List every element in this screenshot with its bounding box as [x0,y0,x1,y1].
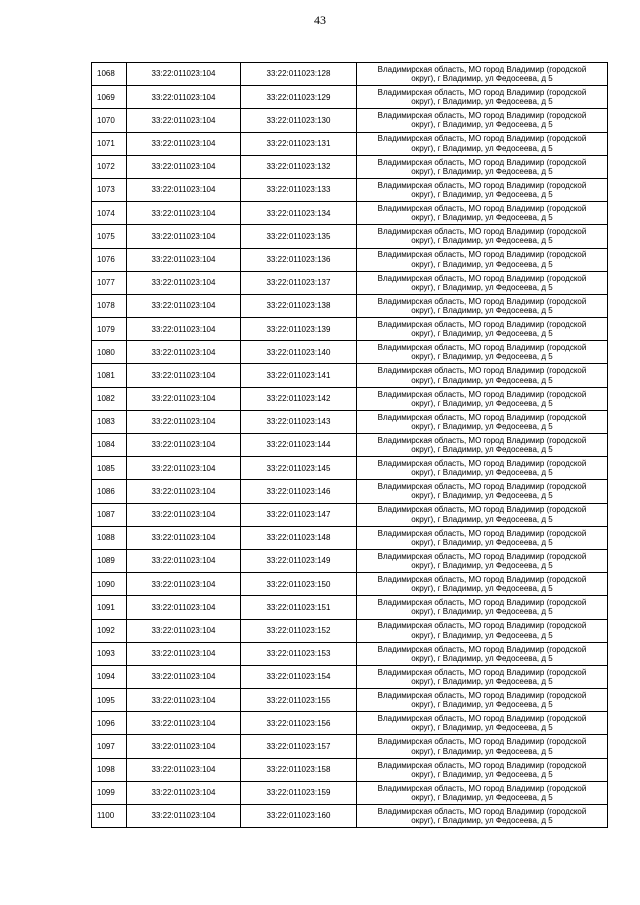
address-line-1: Владимирская область, МО город Владимир (городской [377,505,587,515]
parent-cadastral-number-cell: 33:22:011023:104 [127,410,241,433]
table-row [92,573,608,596]
cadastral-number-cell: 33:22:011023:158 [241,758,357,781]
cadastral-number-cell: 33:22:011023:151 [241,596,357,619]
parent-cadastral-number-cell: 33:22:011023:104 [127,503,241,526]
row-number-cell: 1086 [92,480,127,503]
cadastral-number-cell: 33:22:011023:155 [241,689,357,712]
address-cell [357,109,608,132]
address-line-2: округ), г Владимир, ул Федосеева, д 5 [411,514,553,524]
parent-cadastral-number-cell: 33:22:011023:104 [127,294,241,317]
address-line-2: округ), г Владимир, ул Федосеева, д 5 [411,375,553,385]
cadastral-number-cell: 33:22:011023:137 [241,271,357,294]
table-row [92,619,608,642]
address-line-2: округ), г Владимир, ул Федосеева, д 5 [411,213,553,223]
address-line-1: Владимирская область, МО город Владимир (городской [377,575,587,585]
row-number-cell: 1093 [92,642,127,665]
row-number-cell: 1079 [92,318,127,341]
row-number-cell: 1088 [92,526,127,549]
table-row [92,410,608,433]
parent-cadastral-number-cell: 33:22:011023:104 [127,109,241,132]
table-row [92,132,608,155]
row-number-cell: 1085 [92,457,127,480]
table-row [92,503,608,526]
cadastral-number-cell: 33:22:011023:147 [241,503,357,526]
cadastral-number-cell: 33:22:011023:136 [241,248,357,271]
row-number-cell: 1069 [92,86,127,109]
parent-cadastral-number-cell: 33:22:011023:104 [127,573,241,596]
row-number-cell: 1089 [92,549,127,572]
address-line-2: округ), г Владимир, ул Федосеева, д 5 [411,236,553,246]
page-number: 43 [314,13,326,27]
address-line-1: Владимирская область, МО город Владимир (городской [377,319,587,329]
row-number-cell: 1070 [92,109,127,132]
table-row [92,434,608,457]
address-line-2: округ), г Владимир, ул Федосеева, д 5 [411,74,553,84]
cadastral-number-cell: 33:22:011023:149 [241,549,357,572]
table-row [92,341,608,364]
address-cell [357,573,608,596]
row-number-cell: 1072 [92,155,127,178]
cadastral-number-cell: 33:22:011023:146 [241,480,357,503]
table-row [92,155,608,178]
address-cell [357,526,608,549]
address-line-2: округ), г Владимир, ул Федосеева, д 5 [411,584,553,594]
address-cell [357,63,608,86]
table-row [92,63,608,86]
parent-cadastral-number-cell: 33:22:011023:104 [127,619,241,642]
row-number-cell: 1075 [92,225,127,248]
address-line-1: Владимирская область, МО город Владимир (городской [377,621,587,631]
address-cell [357,248,608,271]
parent-cadastral-number-cell: 33:22:011023:104 [127,758,241,781]
parent-cadastral-number-cell: 33:22:011023:104 [127,480,241,503]
row-number-cell: 1073 [92,178,127,201]
table-row [92,689,608,712]
cadastral-number-cell: 33:22:011023:145 [241,457,357,480]
address-line-1: Владимирская область, МО город Владимир (городской [377,296,587,306]
address-cell [357,318,608,341]
address-line-1: Владимирская область, МО город Владимир (городской [377,459,587,469]
row-number-cell: 1068 [92,63,127,86]
address-cell [357,364,608,387]
address-line-1: Владимирская область, МО город Владимир (городской [377,366,587,376]
address-line-2: округ), г Владимир, ул Федосеева, д 5 [411,769,553,779]
row-number-cell: 1097 [92,735,127,758]
table-row [92,781,608,804]
cadastral-table [91,62,608,828]
parent-cadastral-number-cell: 33:22:011023:104 [127,271,241,294]
parent-cadastral-number-cell: 33:22:011023:104 [127,689,241,712]
address-line-1: Владимирская область, МО город Владимир (городской [377,737,587,747]
table-row [92,665,608,688]
address-cell [357,503,608,526]
address-line-1: Владимирская область, МО город Владимир (городской [377,180,587,190]
address-cell [357,781,608,804]
cadastral-number-cell: 33:22:011023:143 [241,410,357,433]
row-number-cell: 1099 [92,781,127,804]
address-line-2: округ), г Владимир, ул Федосеева, д 5 [411,329,553,339]
address-line-1: Владимирская область, МО город Владимир (городской [377,204,587,214]
cadastral-number-cell: 33:22:011023:129 [241,86,357,109]
address-line-2: округ), г Владимир, ул Федосеева, д 5 [411,352,553,362]
table-row [92,178,608,201]
address-cell [357,758,608,781]
table-row [92,86,608,109]
row-number-cell: 1082 [92,387,127,410]
row-number-cell: 1074 [92,202,127,225]
cadastral-number-cell: 33:22:011023:130 [241,109,357,132]
row-number-cell: 1094 [92,665,127,688]
parent-cadastral-number-cell: 33:22:011023:104 [127,735,241,758]
address-line-1: Владимирская область, МО город Владимир (городской [377,528,587,538]
address-line-1: Владимирская область, МО город Владимир (городской [377,157,587,167]
table-row [92,225,608,248]
address-line-1: Владимирская область, МО город Владимир (городской [377,273,587,283]
cadastral-number-cell: 33:22:011023:142 [241,387,357,410]
table-row [92,271,608,294]
table-row [92,526,608,549]
address-cell [357,202,608,225]
address-cell [357,225,608,248]
table-row [92,202,608,225]
address-line-2: округ), г Владимир, ул Федосеева, д 5 [411,190,553,200]
table-row [92,758,608,781]
parent-cadastral-number-cell: 33:22:011023:104 [127,202,241,225]
cadastral-number-cell: 33:22:011023:139 [241,318,357,341]
parent-cadastral-number-cell: 33:22:011023:104 [127,318,241,341]
table-row [92,364,608,387]
row-number-cell: 1076 [92,248,127,271]
cadastral-number-cell: 33:22:011023:150 [241,573,357,596]
cadastral-number-cell: 33:22:011023:153 [241,642,357,665]
row-number-cell: 1091 [92,596,127,619]
table-row [92,596,608,619]
address-line-1: Владимирская область, МО город Владимир (городской [377,134,587,144]
address-cell [357,549,608,572]
cadastral-number-cell: 33:22:011023:159 [241,781,357,804]
parent-cadastral-number-cell: 33:22:011023:104 [127,387,241,410]
address-cell [357,155,608,178]
cadastral-number-cell: 33:22:011023:157 [241,735,357,758]
address-line-1: Владимирская область, МО город Владимир (городской [377,482,587,492]
address-line-2: округ), г Владимир, ул Федосеева, д 5 [411,792,553,802]
address-cell [357,480,608,503]
cadastral-number-cell: 33:22:011023:141 [241,364,357,387]
parent-cadastral-number-cell: 33:22:011023:104 [127,248,241,271]
cadastral-number-cell: 33:22:011023:144 [241,434,357,457]
cadastral-number-cell: 33:22:011023:140 [241,341,357,364]
parent-cadastral-number-cell: 33:22:011023:104 [127,178,241,201]
address-line-2: округ), г Владимир, ул Федосеева, д 5 [411,305,553,315]
address-line-1: Владимирская область, МО город Владимир (городской [377,806,587,816]
cadastral-number-cell: 33:22:011023:134 [241,202,357,225]
address-line-2: округ), г Владимир, ул Федосеева, д 5 [411,491,553,501]
address-cell [357,689,608,712]
address-line-1: Владимирская область, МО город Владимир (городской [377,250,587,260]
address-cell [357,457,608,480]
table-row [92,248,608,271]
parent-cadastral-number-cell: 33:22:011023:104 [127,805,241,828]
table-row [92,387,608,410]
row-number-cell: 1098 [92,758,127,781]
address-line-2: округ), г Владимир, ул Федосеева, д 5 [411,630,553,640]
row-number-cell: 1084 [92,434,127,457]
row-number-cell: 1090 [92,573,127,596]
address-cell [357,132,608,155]
table-row [92,642,608,665]
address-line-2: округ), г Владимир, ул Федосеева, д 5 [411,537,553,547]
parent-cadastral-number-cell: 33:22:011023:104 [127,526,241,549]
address-line-2: округ), г Владимир, ул Федосеева, д 5 [411,653,553,663]
cadastral-number-cell: 33:22:011023:133 [241,178,357,201]
address-line-1: Владимирская область, МО город Владимир (городской [377,435,587,445]
address-cell [357,665,608,688]
cadastral-number-cell: 33:22:011023:132 [241,155,357,178]
table-row [92,480,608,503]
parent-cadastral-number-cell: 33:22:011023:104 [127,712,241,735]
address-line-2: округ), г Владимир, ул Федосеева, д 5 [411,746,553,756]
address-line-1: Владимирская область, МО город Владимир (городской [377,111,587,121]
row-number-cell: 1092 [92,619,127,642]
address-line-2: округ), г Владимир, ул Федосеева, д 5 [411,561,553,571]
cadastral-number-cell: 33:22:011023:128 [241,63,357,86]
address-line-1: Владимирская область, МО город Владимир (городской [377,343,587,353]
address-line-2: округ), г Владимир, ул Федосеева, д 5 [411,445,553,455]
row-number-cell: 1078 [92,294,127,317]
parent-cadastral-number-cell: 33:22:011023:104 [127,642,241,665]
parent-cadastral-number-cell: 33:22:011023:104 [127,86,241,109]
table-row [92,318,608,341]
address-line-2: округ), г Владимир, ул Федосеева, д 5 [411,282,553,292]
address-line-2: округ), г Владимир, ул Федосеева, д 5 [411,143,553,153]
address-line-1: Владимирская область, МО город Владимир (городской [377,389,587,399]
row-number-cell: 1096 [92,712,127,735]
row-number-cell: 1087 [92,503,127,526]
address-line-1: Владимирская область, МО город Владимир (городской [377,667,587,677]
cadastral-number-cell: 33:22:011023:138 [241,294,357,317]
address-cell [357,341,608,364]
address-cell [357,712,608,735]
address-line-1: Владимирская область, МО город Владимир (городской [377,227,587,237]
address-line-2: округ), г Владимир, ул Федосеева, д 5 [411,166,553,176]
parent-cadastral-number-cell: 33:22:011023:104 [127,155,241,178]
cadastral-number-cell: 33:22:011023:154 [241,665,357,688]
parent-cadastral-number-cell: 33:22:011023:104 [127,665,241,688]
address-line-1: Владимирская область, МО город Владимир (городской [377,714,587,724]
parent-cadastral-number-cell: 33:22:011023:104 [127,434,241,457]
address-line-2: округ), г Владимир, ул Федосеева, д 5 [411,607,553,617]
row-number-cell: 1100 [92,805,127,828]
address-cell [357,805,608,828]
cadastral-number-cell: 33:22:011023:148 [241,526,357,549]
address-line-2: округ), г Владимир, ул Федосеева, д 5 [411,723,553,733]
parent-cadastral-number-cell: 33:22:011023:104 [127,132,241,155]
address-cell [357,434,608,457]
table-row [92,805,608,828]
row-number-cell: 1077 [92,271,127,294]
parent-cadastral-number-cell: 33:22:011023:104 [127,63,241,86]
parent-cadastral-number-cell: 33:22:011023:104 [127,364,241,387]
table-row [92,735,608,758]
cadastral-number-cell: 33:22:011023:135 [241,225,357,248]
address-cell [357,619,608,642]
address-cell [357,387,608,410]
address-line-2: округ), г Владимир, ул Федосеева, д 5 [411,676,553,686]
row-number-cell: 1083 [92,410,127,433]
address-line-1: Владимирская область, МО город Владимир (городской [377,412,587,422]
row-number-cell: 1071 [92,132,127,155]
address-line-1: Владимирская область, МО город Владимир (городской [377,760,587,770]
cadastral-number-cell: 33:22:011023:160 [241,805,357,828]
address-line-1: Владимирская область, МО город Владимир (городской [377,551,587,561]
parent-cadastral-number-cell: 33:22:011023:104 [127,781,241,804]
address-cell [357,596,608,619]
address-cell [357,178,608,201]
address-line-2: округ), г Владимир, ул Федосеева, д 5 [411,120,553,130]
parent-cadastral-number-cell: 33:22:011023:104 [127,457,241,480]
row-number-cell: 1080 [92,341,127,364]
row-number-cell: 1095 [92,689,127,712]
address-cell [357,410,608,433]
address-line-1: Владимирская область, МО город Владимир (городской [377,598,587,608]
parent-cadastral-number-cell: 33:22:011023:104 [127,549,241,572]
address-line-1: Владимирская область, МО город Владимир (городской [377,88,587,98]
address-cell [357,86,608,109]
table-row [92,294,608,317]
table-row [92,457,608,480]
table-row [92,109,608,132]
row-number-cell: 1081 [92,364,127,387]
parent-cadastral-number-cell: 33:22:011023:104 [127,596,241,619]
address-line-2: округ), г Владимир, ул Федосеева, д 5 [411,816,553,826]
address-line-1: Владимирская область, МО город Владимир (городской [377,64,587,74]
table-row [92,549,608,572]
address-cell [357,735,608,758]
address-cell [357,271,608,294]
cadastral-number-cell: 33:22:011023:131 [241,132,357,155]
parent-cadastral-number-cell: 33:22:011023:104 [127,225,241,248]
cadastral-number-cell: 33:22:011023:156 [241,712,357,735]
cadastral-number-cell: 33:22:011023:152 [241,619,357,642]
address-line-2: округ), г Владимир, ул Федосеева, д 5 [411,468,553,478]
address-line-2: округ), г Владимир, ул Федосеева, д 5 [411,398,553,408]
address-line-2: округ), г Владимир, ул Федосеева, д 5 [411,259,553,269]
table-body [92,63,608,828]
address-line-2: округ), г Владимир, ул Федосеева, д 5 [411,700,553,710]
parent-cadastral-number-cell: 33:22:011023:104 [127,341,241,364]
address-line-2: округ), г Владимир, ул Федосеева, д 5 [411,97,553,107]
address-line-1: Владимирская область, МО город Владимир (городской [377,783,587,793]
address-cell [357,294,608,317]
address-cell [357,642,608,665]
address-line-1: Владимирская область, МО город Владимир (городской [377,644,587,654]
address-line-2: округ), г Владимир, ул Федосеева, д 5 [411,421,553,431]
table-row [92,712,608,735]
address-line-1: Владимирская область, МО город Владимир (городской [377,690,587,700]
